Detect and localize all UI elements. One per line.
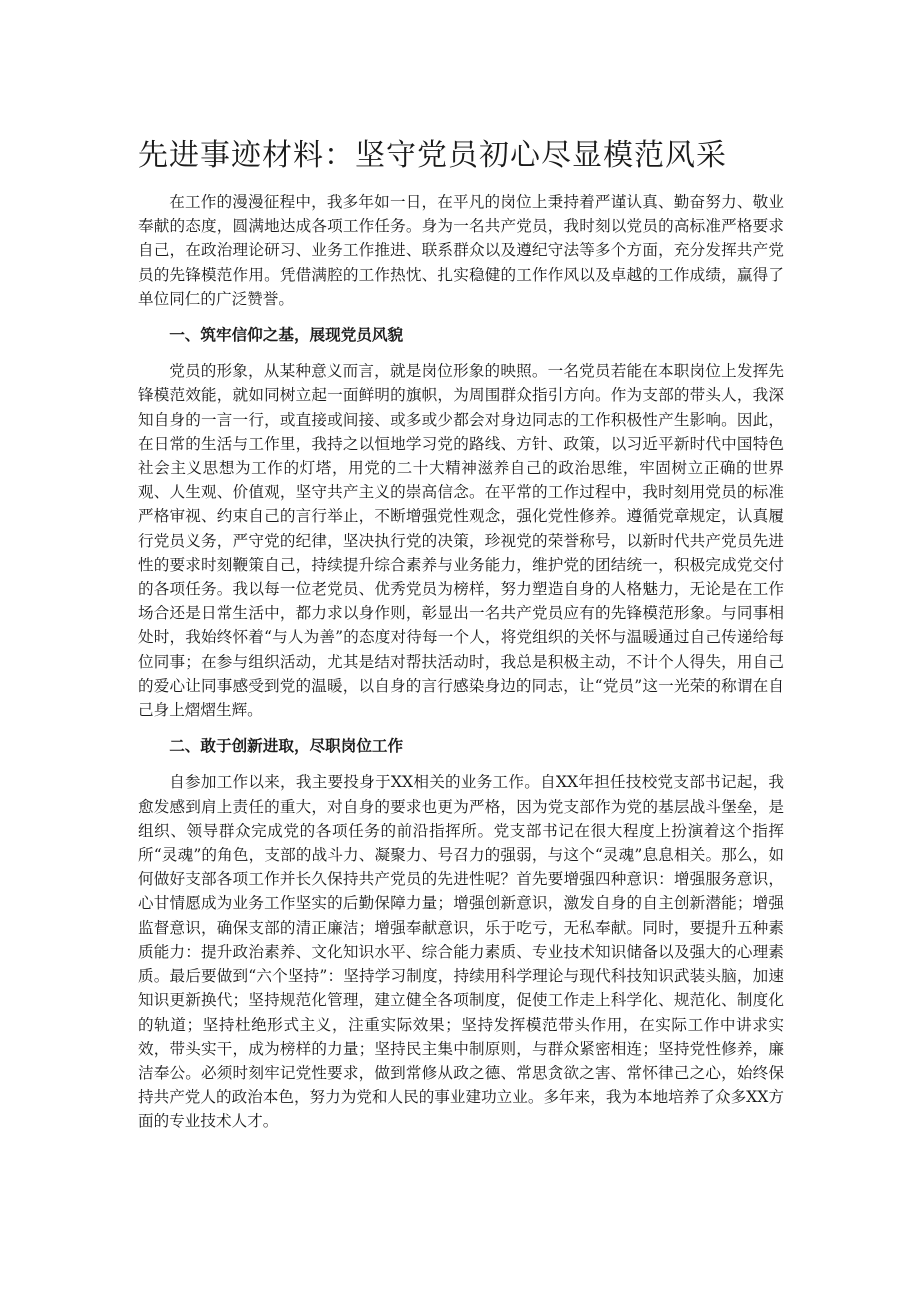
section-heading-1: 一、筑牢信仰之基，展现党员风貌	[169, 326, 404, 345]
section-body-2: 自参加工作以来，我主要投身于XX相关的业务工作。自XX年担任技校党支部书记起，我愈发感到肩上责任的重大，对自身的要求也更为严格，因为党支部作为党的基层战斗堡垒，是组织、领导群众完成党的各项任务的前沿指挥所。党支部书记在很大程度上扮演着这个指挥所“灵魂”的角色，支部的战斗力、凝聚力、号召力的强弱，与这个“灵魂”息息相关。那么，如何做好支部各项工作并长久保持共产党员的先进性呢？首先要增强四种意识：增强服务意识，心甘情愿成为业务工作坚实的后勤保障力量；增强创新意识，激发自身的自主创新潜能；增强监督意识，确保支部的清正廉洁；增强奉献意识，乐于吃亏，无私奉献。同时，要提升五种素质能力：提升政治素养、文化知识水平、综合能力素质、专业技术知识储备以及强大的心理素质。最后要做到“六个坚持”：坚持学习制度，持续用科学理论与现代科技知识武装头脑，加速知识更新换代；坚持规范化管理，建立健全各项制度，促使工作走上科学化、规范化、制度化的轨道；坚持杜绝形式主义，注重实际效果；坚持发挥模范带头作用，在实际工作中讲求实效，带头实干，成为榜样的力量；坚持民主集中制原则，与群众紧密相连；坚持党性修养，廉洁奉公。必须时刻牢记党性要求，做到常修从政之德、常思贪欲之害、常怀律己之心，始终保持共产党人的政治本色，努力为党和人民的事业建功立业。多年来，我为本地培养了众多XX方面的专业技术人才。	[138, 773, 784, 1131]
intro-paragraph: 在工作的漫漫征程中，我多年如一日，在平凡的岗位上秉持着严谨认真、勤奋努力、敬业奉献的态度，圆满地达成各项工作任务。身为一名共产党员，我时刻以党员的高标准严格要求自己，在政治理论研习、业务工作推进、联系群众以及遵纪守法等多个方面，充分发挥共产党员的先锋模范作用。凭借满腔的工作热忱、扎实稳健的工作作风以及卓越的工作成绩，赢得了单位同仁的广泛赞誉。	[138, 193, 784, 308]
section-body-1: 党员的形象，从某种意义而言，就是岗位形象的映照。一名党员若能在本职岗位上发挥先锋模范效能，就如同树立起一面鲜明的旗帜，为周围群众指引方向。作为支部的带头人，我深知自身的一言一行，或直接或间接、或多或少都会对身边同志的工作积极性产生影响。因此，在日常的生活与工作里，我持之以恒地学习党的路线、方针、政策，以习近平新时代中国特色社会主义思想为工作的灯塔，用党的二十大精神滋养自己的政治思维，牢固树立正确的世界观、人生观、价值观，坚守共产主义的崇高信念。在平常的工作过程中，我时刻用党员的标准严格审视、约束自己的言行举止，不断增强党性观念，强化党性修养。遵循党章规定，认真履行党员义务，严守党的纪律，坚决执行党的决策，珍视党的荣誉称号，以新时代共产党员先进性的要求时刻鞭策自己，持续提升综合素养与业务能力，维护党的团结统一，积极完成党交付的各项任务。我以每一位老党员、优秀党员为榜样，努力塑造自身的人格魅力，无论是在工作场合还是日常生活中，都力求以身作则，彰显出一名共产党员应有的先锋模范形象。与同事相处时，我始终怀着“与人为善”的态度对待每一个人，将党组织的关怀与温暖通过自己传递给每位同事；在参与组织活动，尤其是结对帮扶活动时，我总是积极主动，不计个人得失，用自己的爱心让同事感受到党的温暖，以自身的言行感染身边的同志，让“党员”这一光荣的称谓在自己身上熠熠生辉。	[138, 362, 784, 720]
document-title: 先进事迹材料：坚守党员初心尽显模范风采	[138, 138, 727, 173]
document-page	[138, 136, 784, 1134]
section-heading-2: 二、敢于创新进取，尽职岗位工作	[169, 737, 404, 756]
